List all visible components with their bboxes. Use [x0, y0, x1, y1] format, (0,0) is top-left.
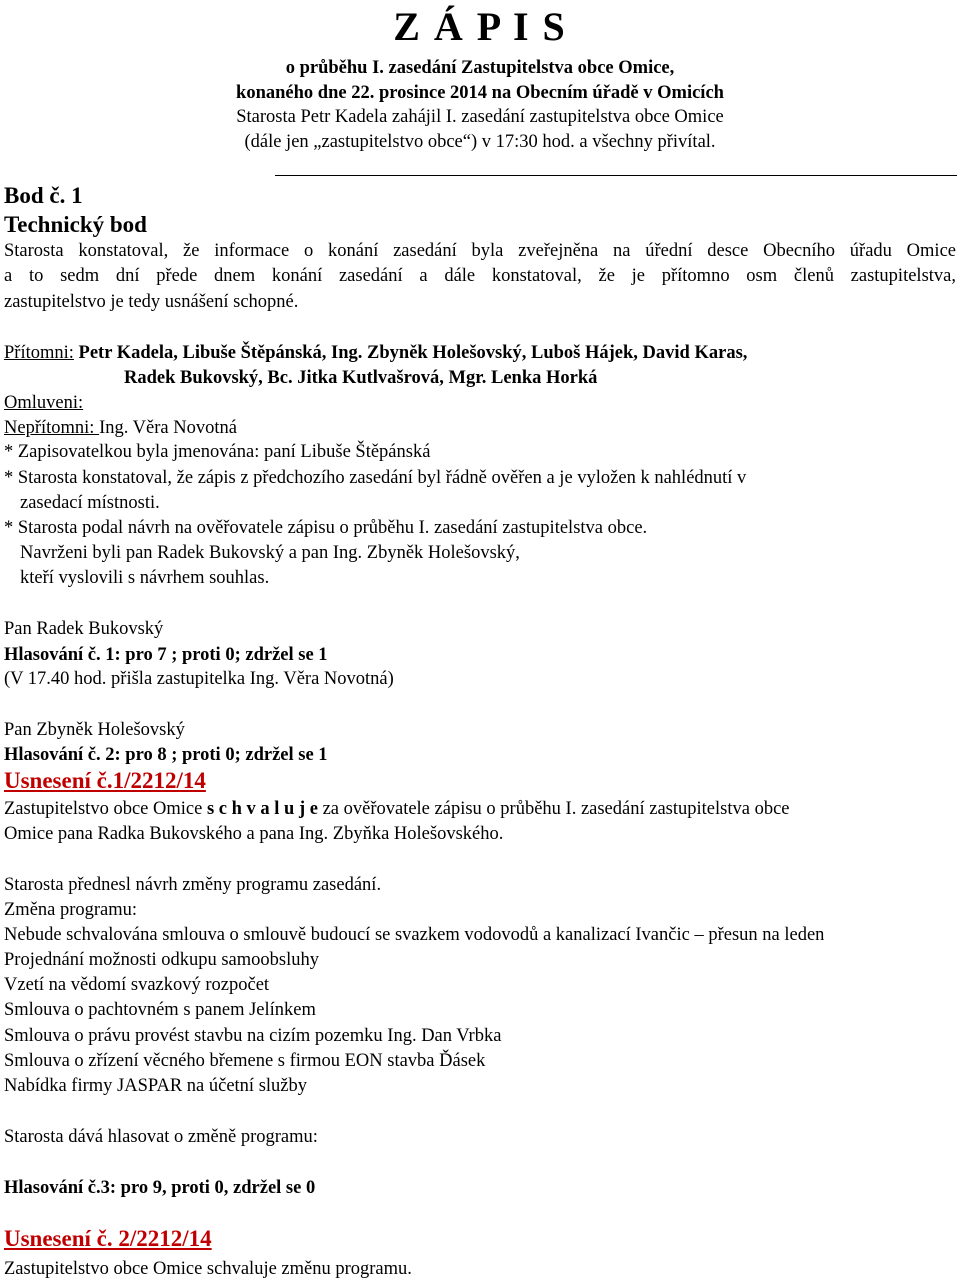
program-item: Projednání možnosti odkupu samoobsluhy [4, 950, 319, 970]
vote-1-person: Pan Radek Bukovský [4, 619, 164, 639]
note-verifiers: * Starosta podal návrh na ověřovatele zápisu o průběhu I. zasedání zastupitelstva obce. [4, 518, 648, 538]
vote-2-person: Pan Zbyněk Holešovský [4, 720, 185, 740]
resolution-1-text-a: Zastupitelstvo obce Omice [4, 799, 207, 819]
section-number: Bod č. 1 [4, 183, 83, 208]
document-title: Z Á P I S [393, 4, 567, 49]
paragraph-line-2: a to sedm dní přede dnem konání zasedání a dále konstatoval, že je přítomno osm členů zastupitelstva, [4, 266, 956, 286]
program-item: Smlouva o pachtovném s panem Jelínkem [4, 1000, 316, 1020]
note-recorder: * Zapisovatelkou byla jmenována: paní Libuše Štěpánská [4, 442, 431, 462]
note-verifiers-proposed: Navrženi byli pan Radek Bukovský a pan Ing. Zbyněk Holešovský, [20, 543, 520, 563]
present-names-1: Petr Kadela, Libuše Štěpánská, Ing. Zbyněk Holešovský, Luboš Hájek, David Karas, [73, 343, 748, 363]
resolution-1-title: Usnesení č.1/2212/14 [4, 768, 206, 793]
present-line [4, 342, 747, 364]
section-heading: Technický bod [4, 212, 147, 237]
resolution-1-text [4, 798, 790, 820]
excused-label: Omluveni: [4, 393, 84, 413]
vote-1-result: Hlasování č. 1: pro 7 ; proti 0; zdržel se 1 [4, 645, 328, 665]
resolution-1-text-b: za ověřovatele zápisu o průběhu I. zasedání zastupitelstva obce [317, 799, 790, 819]
note-minutes-cont: zasedací místnosti. [20, 493, 160, 513]
vote-2-result: Hlasování č. 2: pro 8 ; proti 0; zdržel se 1 [4, 745, 328, 765]
program-item: Vzetí na vědomí svazkový rozpočet [4, 975, 270, 995]
absent-line [4, 417, 237, 439]
absent-label: Nepřítomni: [4, 418, 100, 438]
resolution-1-text-2: Omice pana Radka Bukovského a pana Ing. Zbyňka Holešovského. [4, 824, 504, 844]
note-minutes: * Starosta konstatoval, že zápis z předchozího zasedání byl řádně ověřen a je vyložen k nahlédnutí v [4, 468, 747, 488]
paragraph-line-1: Starosta konstatoval, že informace o konání zasedání byla zveřejněna na úřední desce Obecního úřadu Omice [4, 241, 956, 261]
paragraph-line-3: zastupitelstvo je tedy usnášení schopné. [4, 292, 299, 312]
opening-line-1: Starosta Petr Kadela zahájil I. zasedání zastupitelstva obce Omice [236, 107, 724, 127]
separator-rule [275, 175, 957, 176]
resolution-1-approve: s c h v a l u j e [206, 799, 318, 819]
present-names-2: Radek Bukovský, Bc. Jitka Kutlvašrová, Mgr. Lenka Horká [124, 368, 598, 388]
absent-names: Ing. Věra Novotná [99, 418, 237, 438]
resolution-2-text: Zastupitelstvo obce Omice schvaluje změnu programu. [4, 1259, 412, 1279]
program-change-label: Změna programu: [4, 900, 138, 920]
program-item: Nabídka firmy JASPAR na účetní služby [4, 1076, 308, 1096]
program-item: Nebude schvalována smlouva o smlouvě budoucí se svazkem vodovodů a kanalizací Ivančic – přesun na leden [4, 925, 825, 945]
note-verifiers-agreed: kteří vyslovili s návrhem souhlas. [20, 568, 270, 588]
present-label: Přítomni: [4, 343, 74, 363]
program-item: Smlouva o právu provést stavbu na cizím pozemku Ing. Dan Vrbka [4, 1026, 502, 1046]
subtitle-line-2: konaného dne 22. prosince 2014 na Obecním úřadě v Omicích [236, 83, 724, 103]
opening-line-2: (dále jen „zastupitelstvo obce“) v 17:30 hod. a všechny přivítal. [244, 132, 716, 152]
program-vote-result: Hlasování č.3: pro 9, proti 0, zdržel se 0 [4, 1178, 316, 1198]
resolution-2-title: Usnesení č. 2/2212/14 [4, 1226, 212, 1251]
vote-1-note: (V 17.40 hod. přišla zastupitelka Ing. Věra Novotná) [4, 669, 394, 689]
program-item: Smlouva o zřízení věcného břemene s firmou EON stavba Ďásek [4, 1051, 486, 1071]
program-vote-intro: Starosta dává hlasovat o změně programu: [4, 1127, 318, 1147]
subtitle-line-1: o průběhu I. zasedání Zastupitelstva obce Omice, [285, 58, 675, 78]
program-intro: Starosta přednesl návrh změny programu zasedání. [4, 875, 382, 895]
